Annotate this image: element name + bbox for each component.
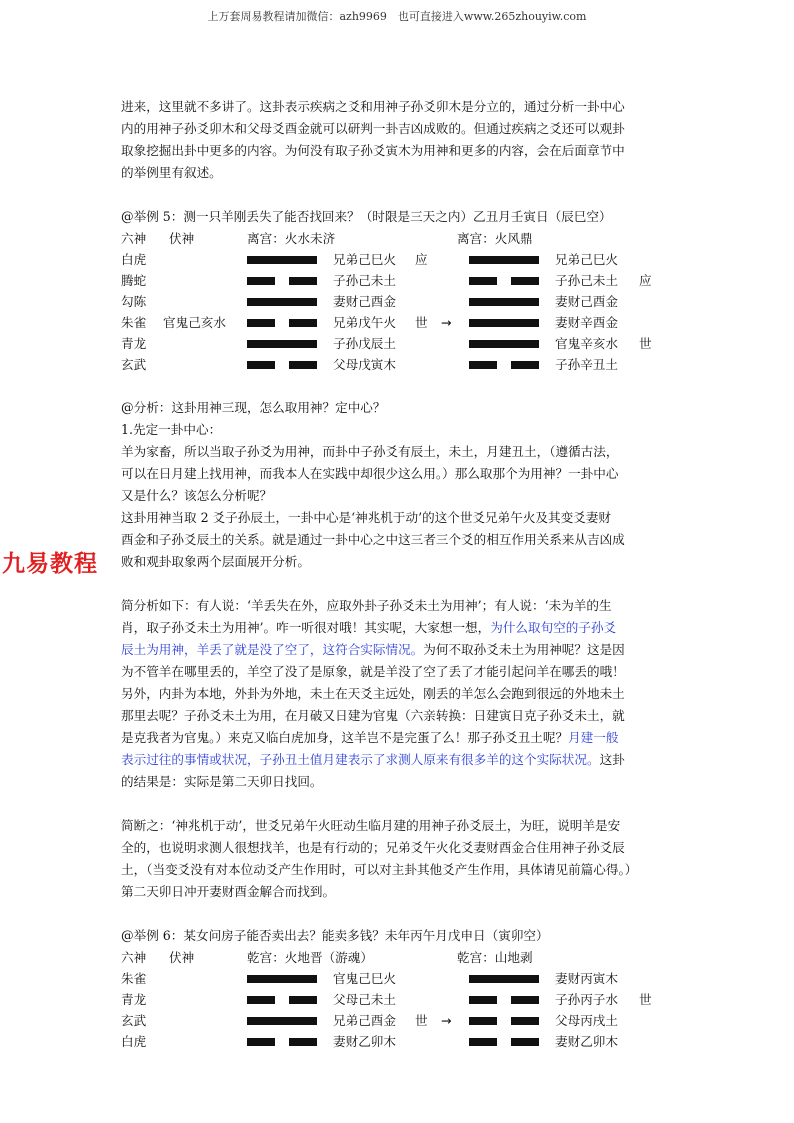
text-line [121, 749, 681, 771]
hexagram-line-row [121, 1031, 681, 1052]
text-line [121, 639, 681, 661]
example6-title: @举例 6：某女问房子能否卖出去？能卖多钱？未年丙午月戊申日（寅卯空） [121, 928, 549, 943]
yin-line-bar [469, 277, 539, 285]
six-god-label: 朱雀 [121, 315, 147, 330]
text-line [121, 617, 681, 639]
judgment-paragraph [121, 815, 681, 903]
yang-line-bar [469, 319, 539, 327]
text-line: 酉金和子孙爻辰土的关系。就是通过一卦中心之中这三者三个爻的相互作用关系来从吉凶成 [121, 532, 625, 547]
changed-line-text: 子孙丙子水 [555, 992, 618, 1007]
main-gua-name: 离宫：火水未济 [247, 231, 336, 246]
changed-line-text: 父母丙戌土 [555, 1013, 618, 1028]
text-line: 另外，内卦为本地，外卦为外地，未土在天爻主远处，刚丢的羊怎么会跑到很远的外地未土 [121, 686, 625, 701]
yang-line-bar [247, 298, 317, 306]
yang-line-bar [247, 340, 317, 348]
yin-line-bar [469, 1017, 539, 1025]
changed-line-text: 妻财己酉金 [555, 294, 618, 309]
yin-line-bar [247, 1038, 317, 1046]
yang-line-bar [247, 256, 317, 264]
text-line: 又是什么？该怎么分析呢？ [121, 488, 273, 503]
yang-line-bar [469, 298, 539, 306]
intro-paragraph [121, 96, 681, 184]
hexagram-line-row [121, 1010, 681, 1031]
fushen-header: 伏神 [169, 950, 195, 965]
line-relation-text: 子孙戊辰土 [333, 336, 396, 351]
hexagram-line-row [121, 249, 681, 270]
highlighted-text: 辰土为用神，羊丢了就是没了空了，这符合实际情况。 [121, 642, 424, 657]
text-line: 全的，也说明求测人很想找羊，也是有行动的；兄弟爻午火化爻妻财酉金合住用神子孙爻辰 [121, 840, 625, 855]
page-header: 上万套周易教程请加微信：azh9969 也可直接进入www.265zhouyiw.com [207, 10, 587, 23]
text-line: 可以在日月建上找用神，而我本人在实践中却很少这么用。）那么取那个为用神？一卦中心 [121, 466, 619, 481]
text-line [121, 727, 681, 749]
liushen-header: 六神 [121, 231, 147, 246]
change-arrow: → [441, 315, 452, 330]
yang-line-bar [469, 340, 539, 348]
text-line: 第二天卯日冲开妻财酉金解合而找到。 [121, 884, 336, 899]
text-span: 肖，取子孙爻未土为用神’。咋一听很对哦！其实呢，大家想一想， [121, 620, 491, 635]
line-relation-text: 子孙己未土 [333, 273, 396, 288]
text-span: 这卦 [599, 752, 625, 767]
line-relation-text: 妻财乙卯木 [333, 1034, 396, 1049]
text-span: 是克我者为官鬼。）来克又临白虎加身，这羊岂不是完蛋了么！那子孙爻丑土呢？ [121, 730, 569, 745]
changed-line-text: 妻财辛酉金 [555, 315, 618, 330]
text-line: 取象挖掘出卦中更多的内容。为何没有取子孙爻寅木为用神和更多的内容，会在后面章节中 [121, 143, 625, 158]
changed-line-text: 子孙辛丑土 [555, 357, 618, 372]
six-god-label: 青龙 [121, 992, 147, 1007]
six-god-label: 青龙 [121, 336, 147, 351]
text-span: 为何不取孙爻未土为用神呢？这是因 [423, 642, 625, 657]
line-relation-text: 兄弟己酉金 [333, 1013, 396, 1028]
line-relation-text: 父母己未土 [333, 992, 396, 1007]
hexagram-line-row [121, 291, 681, 312]
fushen-header: 伏神 [169, 231, 195, 246]
hidden-spirit-label: 官鬼己亥水 [163, 315, 226, 330]
text-line: 简分析如下：有人说：‘羊丢失在外，应取外卦子孙爻未土为用神’；有人说：‘未为羊的生 [121, 598, 612, 613]
changed-gua-name: 乾宫：山地剥 [457, 950, 533, 965]
changed-line-text: 妻财乙卯木 [555, 1034, 618, 1049]
highlighted-text: 表示过往的事情或状况，子孙丑土值月建表示了求测人原来有很多羊的这个实际状况。 [121, 752, 600, 767]
watermark-logo: 九易教程 [2, 551, 98, 577]
document-body [121, 96, 681, 1052]
shi-ying-mark: 世 [415, 315, 428, 330]
hexagram-header-row [121, 947, 681, 968]
shi-ying-mark: 世 [415, 1013, 428, 1028]
yang-line-bar [469, 975, 539, 983]
yin-line-bar [247, 361, 317, 369]
hexagram-line-row [121, 333, 681, 354]
change-arrow: → [441, 1013, 452, 1028]
text-line: 为不管羊在哪里丢的，羊空了没了是原象，就是羊没了空了丢了才能引起问羊在哪丢的哦！ [121, 664, 625, 679]
example5-title: @举例 5：测一只羊刚丢失了能否找回来？（时限是三天之内）乙丑月壬寅日（辰巳空） [121, 209, 612, 224]
hexagram-line-row [121, 354, 681, 375]
main-gua-name: 乾宫：火地晋（游魂） [247, 950, 373, 965]
line-relation-text: 兄弟己巳火 [333, 252, 396, 267]
shi-ying-mark: 应 [639, 273, 652, 288]
shi-ying-mark: 世 [639, 336, 652, 351]
brief-analysis-paragraph [121, 595, 681, 793]
example6-hexagram-table [121, 947, 681, 1052]
text-line: 这卦用神当取 2 爻子孙辰土，一卦中心是‘神兆机于动’的这个世爻兄弟午火及其变爻妻财 [121, 510, 611, 525]
hexagram-line-row [121, 312, 681, 333]
six-god-label: 白虎 [121, 252, 147, 267]
analysis-heading: @分析：这卦用神三现，怎么取用神？定中心？ [121, 400, 386, 415]
text-line: 内的用神子孙爻卯木和父母爻酉金就可以研判一卦吉凶成败的。但通过疾病之爻还可以观卦 [121, 121, 625, 136]
hexagram-line-row [121, 968, 681, 989]
six-god-label: 玄武 [121, 357, 147, 372]
text-line: 那里去呢？子孙爻未土为用，在月破又日建为官鬼（六亲转换：日建寅日克子孙爻未土，就 [121, 708, 625, 723]
line-relation-text: 父母戊寅木 [333, 357, 396, 372]
highlighted-text: 为什么取旬空的子孙爻 [490, 620, 617, 635]
text-line: 简断之：‘神兆机于动’，世爻兄弟午火旺动生临月建的用神子孙爻辰土，为旺，说明羊是安 [121, 818, 621, 833]
yang-line-bar [469, 256, 539, 264]
text-line: 羊为家畜，所以当取子孙爻为用神，而卦中子孙爻有辰土，未土，月建丑土，（遵循古法， [121, 444, 619, 459]
line-relation-text: 兄弟戊午火 [333, 315, 396, 330]
text-line: 土，（当变爻没有对本位动爻产生作用时，可以对主卦其他爻产生作用，具体请见前篇心得。） [121, 862, 638, 877]
yang-line-bar [247, 1017, 317, 1025]
text-line: 的举例里有叙述。 [121, 165, 222, 180]
text-line: 败和观卦取象两个层面展开分析。 [121, 554, 310, 569]
yin-line-bar [469, 1038, 539, 1046]
six-god-label: 白虎 [121, 1034, 147, 1049]
line-relation-text: 官鬼己巳火 [333, 971, 396, 986]
shi-ying-mark: 应 [415, 252, 428, 267]
hexagram-header-row [121, 228, 681, 249]
yin-line-bar [247, 277, 317, 285]
highlighted-text: 月建一般 [568, 730, 619, 745]
yang-line-bar [247, 975, 317, 983]
yin-line-bar [469, 996, 539, 1004]
shi-ying-mark: 世 [639, 992, 652, 1007]
six-god-label: 朱雀 [121, 971, 147, 986]
text-line: 进来，这里就不多讲了。这卦表示疾病之爻和用神子孙爻卯木是分立的，通过分析一卦中心 [121, 99, 625, 114]
yin-line-bar [247, 996, 317, 1004]
changed-line-text: 妻财丙寅木 [555, 971, 618, 986]
analysis-subheading: 1.先定一卦中心： [121, 422, 222, 437]
yin-line-bar [247, 319, 317, 327]
six-god-label: 勾陈 [121, 294, 147, 309]
changed-line-text: 兄弟己巳火 [555, 252, 618, 267]
example5-hexagram-table [121, 228, 681, 375]
line-relation-text: 妻财己酉金 [333, 294, 396, 309]
changed-line-text: 官鬼辛亥水 [555, 336, 618, 351]
yin-line-bar [469, 361, 539, 369]
text-line: 的结果是：实际是第二天卯日找回。 [121, 774, 323, 789]
hexagram-line-row [121, 270, 681, 291]
hexagram-line-row [121, 989, 681, 1010]
six-god-label: 玄武 [121, 1013, 147, 1028]
six-god-label: 腾蛇 [121, 273, 147, 288]
changed-gua-name: 离宫：火风鼎 [457, 231, 533, 246]
changed-line-text: 子孙己未土 [555, 273, 618, 288]
liushen-header: 六神 [121, 950, 147, 965]
